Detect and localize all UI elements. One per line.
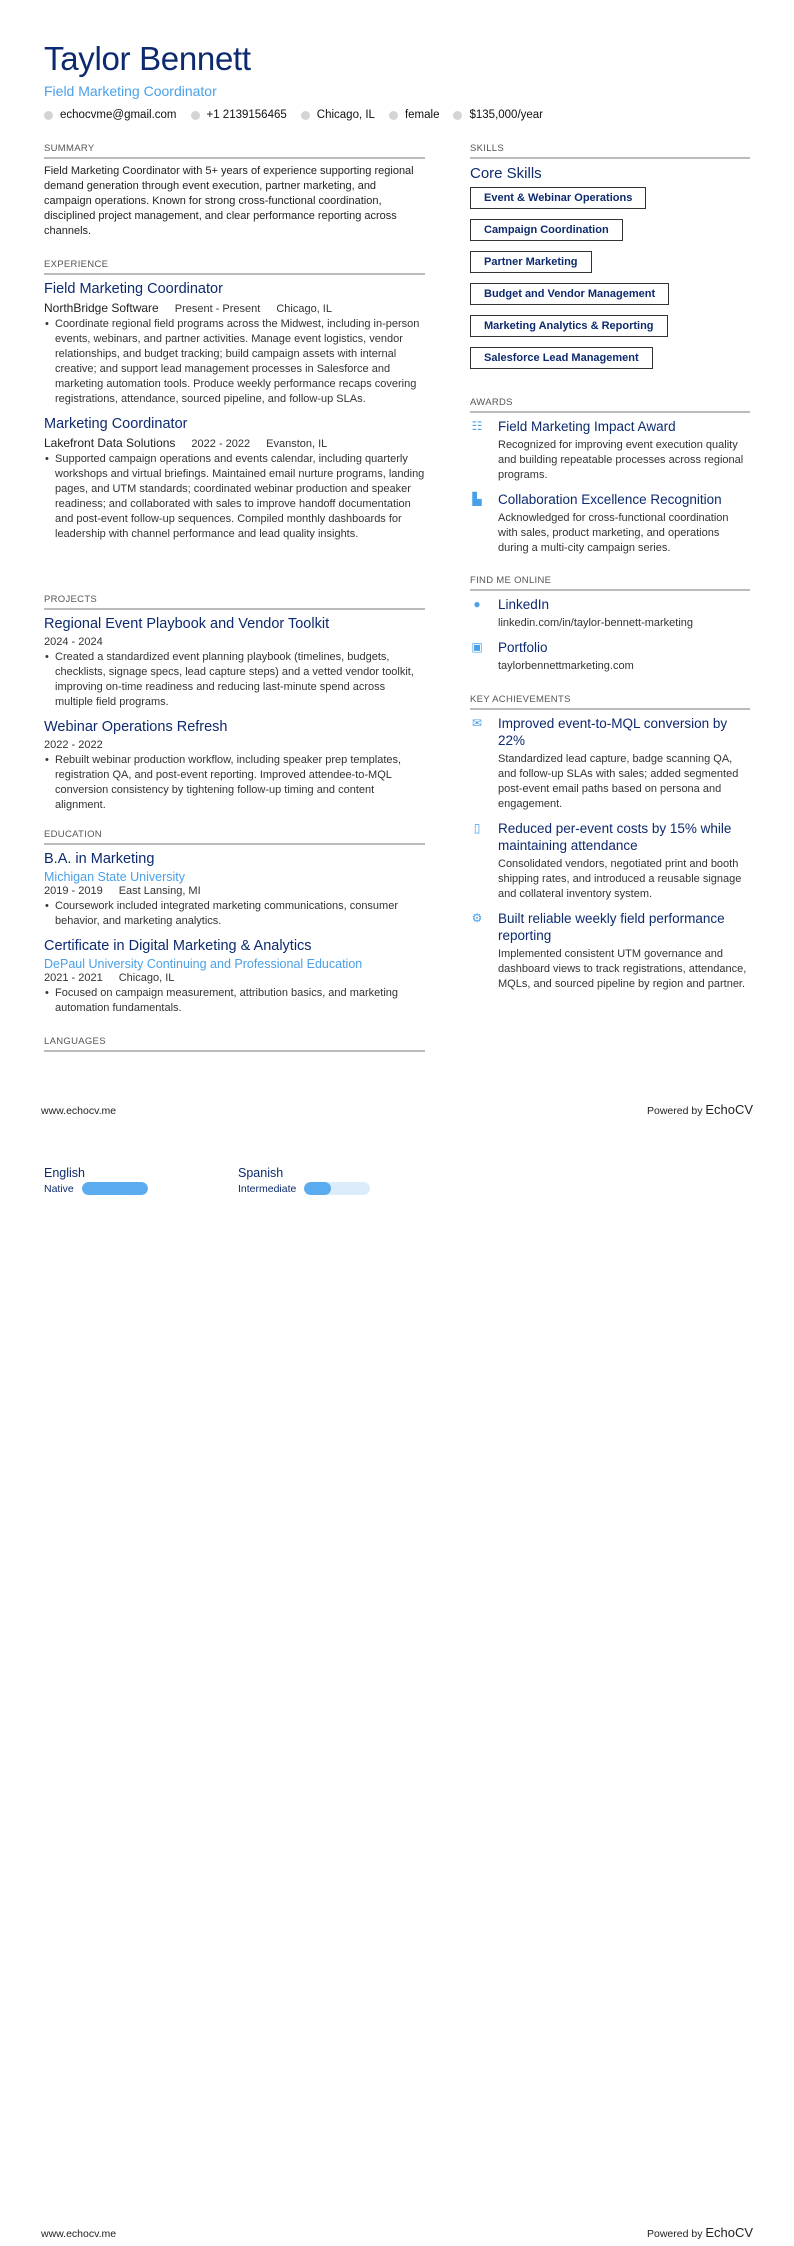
language-name: English bbox=[44, 1166, 85, 1180]
section-heading: KEY ACHIEVEMENTS bbox=[470, 694, 750, 710]
dates: 2022 - 2022 bbox=[44, 739, 103, 751]
achievement-text: Consolidated vendors, negotiated print and booth shipping rates, and introduced a reusable signage and collateral inventory system. bbox=[498, 858, 742, 900]
degree: B.A. in Marketing bbox=[44, 851, 155, 867]
footer-site[interactable]: www.echocv.me bbox=[41, 1105, 117, 1117]
award-text: Acknowledged for cross-functional coordination with sales, product marketing, and operations during a multi-city campaign series. bbox=[498, 512, 729, 554]
location: Chicago, IL bbox=[316, 109, 375, 121]
skill-chip: Partner Marketing bbox=[470, 251, 592, 273]
dollar-icon bbox=[453, 111, 462, 120]
skill-chip: Campaign Coordination bbox=[470, 219, 623, 241]
award-title: Field Marketing Impact Award bbox=[498, 419, 676, 434]
skill-chip: Marketing Analytics & Reporting bbox=[470, 315, 668, 337]
skills-section bbox=[470, 143, 750, 379]
bullet: • Coursework included integrated marketing communications, consumer behavior, and marketing analytics. bbox=[44, 899, 425, 929]
section-heading: PROJECTS bbox=[44, 594, 425, 610]
at-icon bbox=[44, 111, 53, 120]
language-bar-fill bbox=[304, 1182, 330, 1195]
powered-by: Powered by bbox=[647, 2228, 703, 2240]
skills-group: Core Skills bbox=[470, 165, 542, 182]
brand: EchoCV bbox=[705, 1102, 754, 1117]
project-title: Webinar Operations Refresh bbox=[44, 719, 228, 735]
education-item bbox=[44, 850, 425, 929]
job-title: Marketing Coordinator bbox=[44, 416, 188, 432]
section-heading: SKILLS bbox=[470, 143, 750, 159]
bullet: • Created a standardized event planning playbook (timelines, budgets, checklists, signage specs, lead capture steps) and a vetted vendor toolkit, improving on-time readiness and reducing last-minute spend across multiple field programs. bbox=[44, 650, 425, 710]
achievement-item bbox=[470, 715, 750, 812]
phone[interactable]: +1 2139156465 bbox=[206, 109, 287, 121]
language-item bbox=[44, 1166, 148, 1195]
section-heading: SUMMARY bbox=[44, 143, 425, 159]
skill-chip: Salesforce Lead Management bbox=[470, 347, 653, 369]
project-item bbox=[44, 718, 425, 813]
dates: 2024 - 2024 bbox=[44, 636, 103, 648]
candidate-name: Taylor Bennett bbox=[44, 40, 251, 77]
online-title: Portfolio bbox=[498, 640, 548, 655]
location: Evanston, IL bbox=[266, 438, 328, 450]
language-item bbox=[238, 1166, 370, 1195]
online-item[interactable] bbox=[470, 596, 750, 631]
experience-item bbox=[44, 280, 425, 407]
envelope-icon: ✉ bbox=[471, 716, 483, 730]
skill-chip: Event & Webinar Operations bbox=[470, 187, 646, 209]
email[interactable]: echocvme@gmail.com bbox=[60, 109, 177, 121]
gear-icon: ⚙ bbox=[471, 911, 483, 925]
gender: female bbox=[404, 109, 440, 121]
sliders-icon: ☷ bbox=[471, 419, 483, 433]
section-heading: AWARDS bbox=[470, 397, 750, 413]
location: Chicago, IL bbox=[276, 303, 332, 315]
achievement-text: Implemented consistent UTM governance and dashboard views to track registrations, attendance, MQLs, and sourced pipeline by region and partner. bbox=[498, 948, 747, 990]
section-heading: LANGUAGES bbox=[44, 1036, 425, 1052]
school: DePaul University Continuing and Professional Education bbox=[44, 957, 363, 971]
dates: 2019 - 2019 bbox=[44, 885, 103, 897]
achievements-section bbox=[470, 694, 750, 1000]
bullet: • Focused on campaign measurement, attribution basics, and marketing automation fundamentals. bbox=[44, 986, 425, 1016]
online-item[interactable] bbox=[470, 639, 750, 674]
achievement-item bbox=[470, 820, 750, 902]
contact-bar bbox=[44, 109, 543, 121]
achievement-item bbox=[470, 910, 750, 992]
language-bar bbox=[82, 1182, 148, 1195]
footer-powered[interactable] bbox=[647, 1102, 753, 1117]
company: Lakefront Data Solutions bbox=[44, 436, 176, 450]
section-heading: EDUCATION bbox=[44, 829, 425, 845]
degree: Certificate in Digital Marketing & Analytics bbox=[44, 938, 312, 954]
tablet-icon: ▯ bbox=[473, 821, 481, 835]
awards-section bbox=[470, 397, 750, 564]
experience-item bbox=[44, 415, 425, 542]
project-title: Regional Event Playbook and Vendor Toolkit bbox=[44, 616, 330, 632]
education-item bbox=[44, 937, 425, 1016]
languages-section bbox=[44, 1036, 425, 1057]
online-url[interactable]: linkedin.com/in/taylor-bennett-marketing bbox=[498, 617, 694, 629]
archive-icon: ▣ bbox=[471, 640, 483, 654]
language-level: Native bbox=[44, 1182, 74, 1195]
section-heading: FIND ME ONLINE bbox=[470, 575, 750, 591]
award-item bbox=[470, 418, 750, 483]
project-item bbox=[44, 615, 425, 710]
achievement-title: Improved event-to-MQL conversion by 22% bbox=[498, 716, 728, 748]
bullet: • Supported campaign operations and events calendar, including quarterly workshops and virtual briefings. Maintained email nurture programs, landing pages, and UTM standards; coordinated webinar production and speaker readiness; and collaborated with sales to improve handoff documentation and post-event follow-up sequences. Compiled monthly dashboards for leadership with channel performance and lead quality insights. bbox=[44, 452, 425, 542]
award-text: Recognized for improving event execution quality and building repeatable processes across regional programs. bbox=[498, 439, 744, 481]
achievement-text: Standardized lead capture, badge scanning QA, and follow-up SLAs with sales; added segmented post-event email paths based on persona and engagement. bbox=[498, 753, 739, 810]
language-bar-fill bbox=[82, 1182, 148, 1195]
award-item bbox=[470, 491, 750, 556]
language-level: Intermediate bbox=[238, 1182, 297, 1195]
company: NorthBridge Software bbox=[44, 301, 159, 315]
brand: EchoCV bbox=[705, 2225, 754, 2240]
achievement-title: Built reliable weekly field performance reporting bbox=[498, 911, 725, 943]
document-icon: ▙ bbox=[472, 492, 482, 506]
dates: 2022 - 2022 bbox=[191, 438, 251, 450]
person-icon bbox=[389, 111, 398, 120]
achievement-title: Reduced per-event costs by 15% while maintaining attendance bbox=[498, 821, 732, 853]
footer-powered[interactable] bbox=[647, 2225, 753, 2240]
award-title: Collaboration Excellence Recognition bbox=[498, 492, 722, 507]
powered-by: Powered by bbox=[647, 1105, 703, 1117]
salary: $135,000/year bbox=[469, 109, 544, 121]
language-bar bbox=[304, 1182, 370, 1195]
phone-icon bbox=[191, 111, 200, 120]
summary-section bbox=[44, 143, 425, 239]
online-section bbox=[470, 575, 750, 682]
chat-icon: ● bbox=[473, 597, 481, 611]
location: East Lansing, MI bbox=[118, 885, 201, 897]
candidate-title: Field Marketing Coordinator bbox=[44, 83, 217, 99]
dates: Present - Present bbox=[174, 303, 261, 315]
skill-chip: Budget and Vendor Management bbox=[470, 283, 669, 305]
bullet: • Coordinate regional field programs across the Midwest, including in-person events, webinars, and partner activities. Manage event logistics, vendor relationships, and budget tracking; build campaign assets with internal creative; and support lead management processes in Salesforce and marketing automation tools. Produce weekly performance recaps covering registrations, attendance, sourced pipeline, and follow-up SLAs. bbox=[44, 317, 425, 407]
summary-text: Field Marketing Coordinator with 5+ years of experience supporting regional demand generation through event execution, partner marketing, and campaign operations. Known for strong cross-functional coordination, disciplined project management, and clear performance reporting across channels. bbox=[44, 165, 414, 237]
language-name: Spanish bbox=[238, 1166, 284, 1180]
section-heading: EXPERIENCE bbox=[44, 259, 425, 275]
online-url[interactable]: taylorbennettmarketing.com bbox=[498, 660, 634, 672]
location-icon bbox=[301, 111, 310, 120]
school: Michigan State University bbox=[44, 870, 186, 884]
online-title: LinkedIn bbox=[498, 597, 550, 612]
location: Chicago, IL bbox=[118, 972, 175, 984]
job-title: Field Marketing Coordinator bbox=[44, 281, 223, 297]
bullet: • Rebuilt webinar production workflow, including speaker prep templates, registration QA, and post-event reporting. Improved attendee-to-MQL conversion consistency by tightening follow-up timing and content alignment. bbox=[44, 753, 425, 813]
education-section bbox=[44, 829, 425, 1024]
experience-section bbox=[44, 259, 425, 550]
footer-site[interactable]: www.echocv.me bbox=[41, 2228, 117, 2240]
projects-section bbox=[44, 594, 425, 821]
dates: 2021 - 2021 bbox=[44, 972, 103, 984]
